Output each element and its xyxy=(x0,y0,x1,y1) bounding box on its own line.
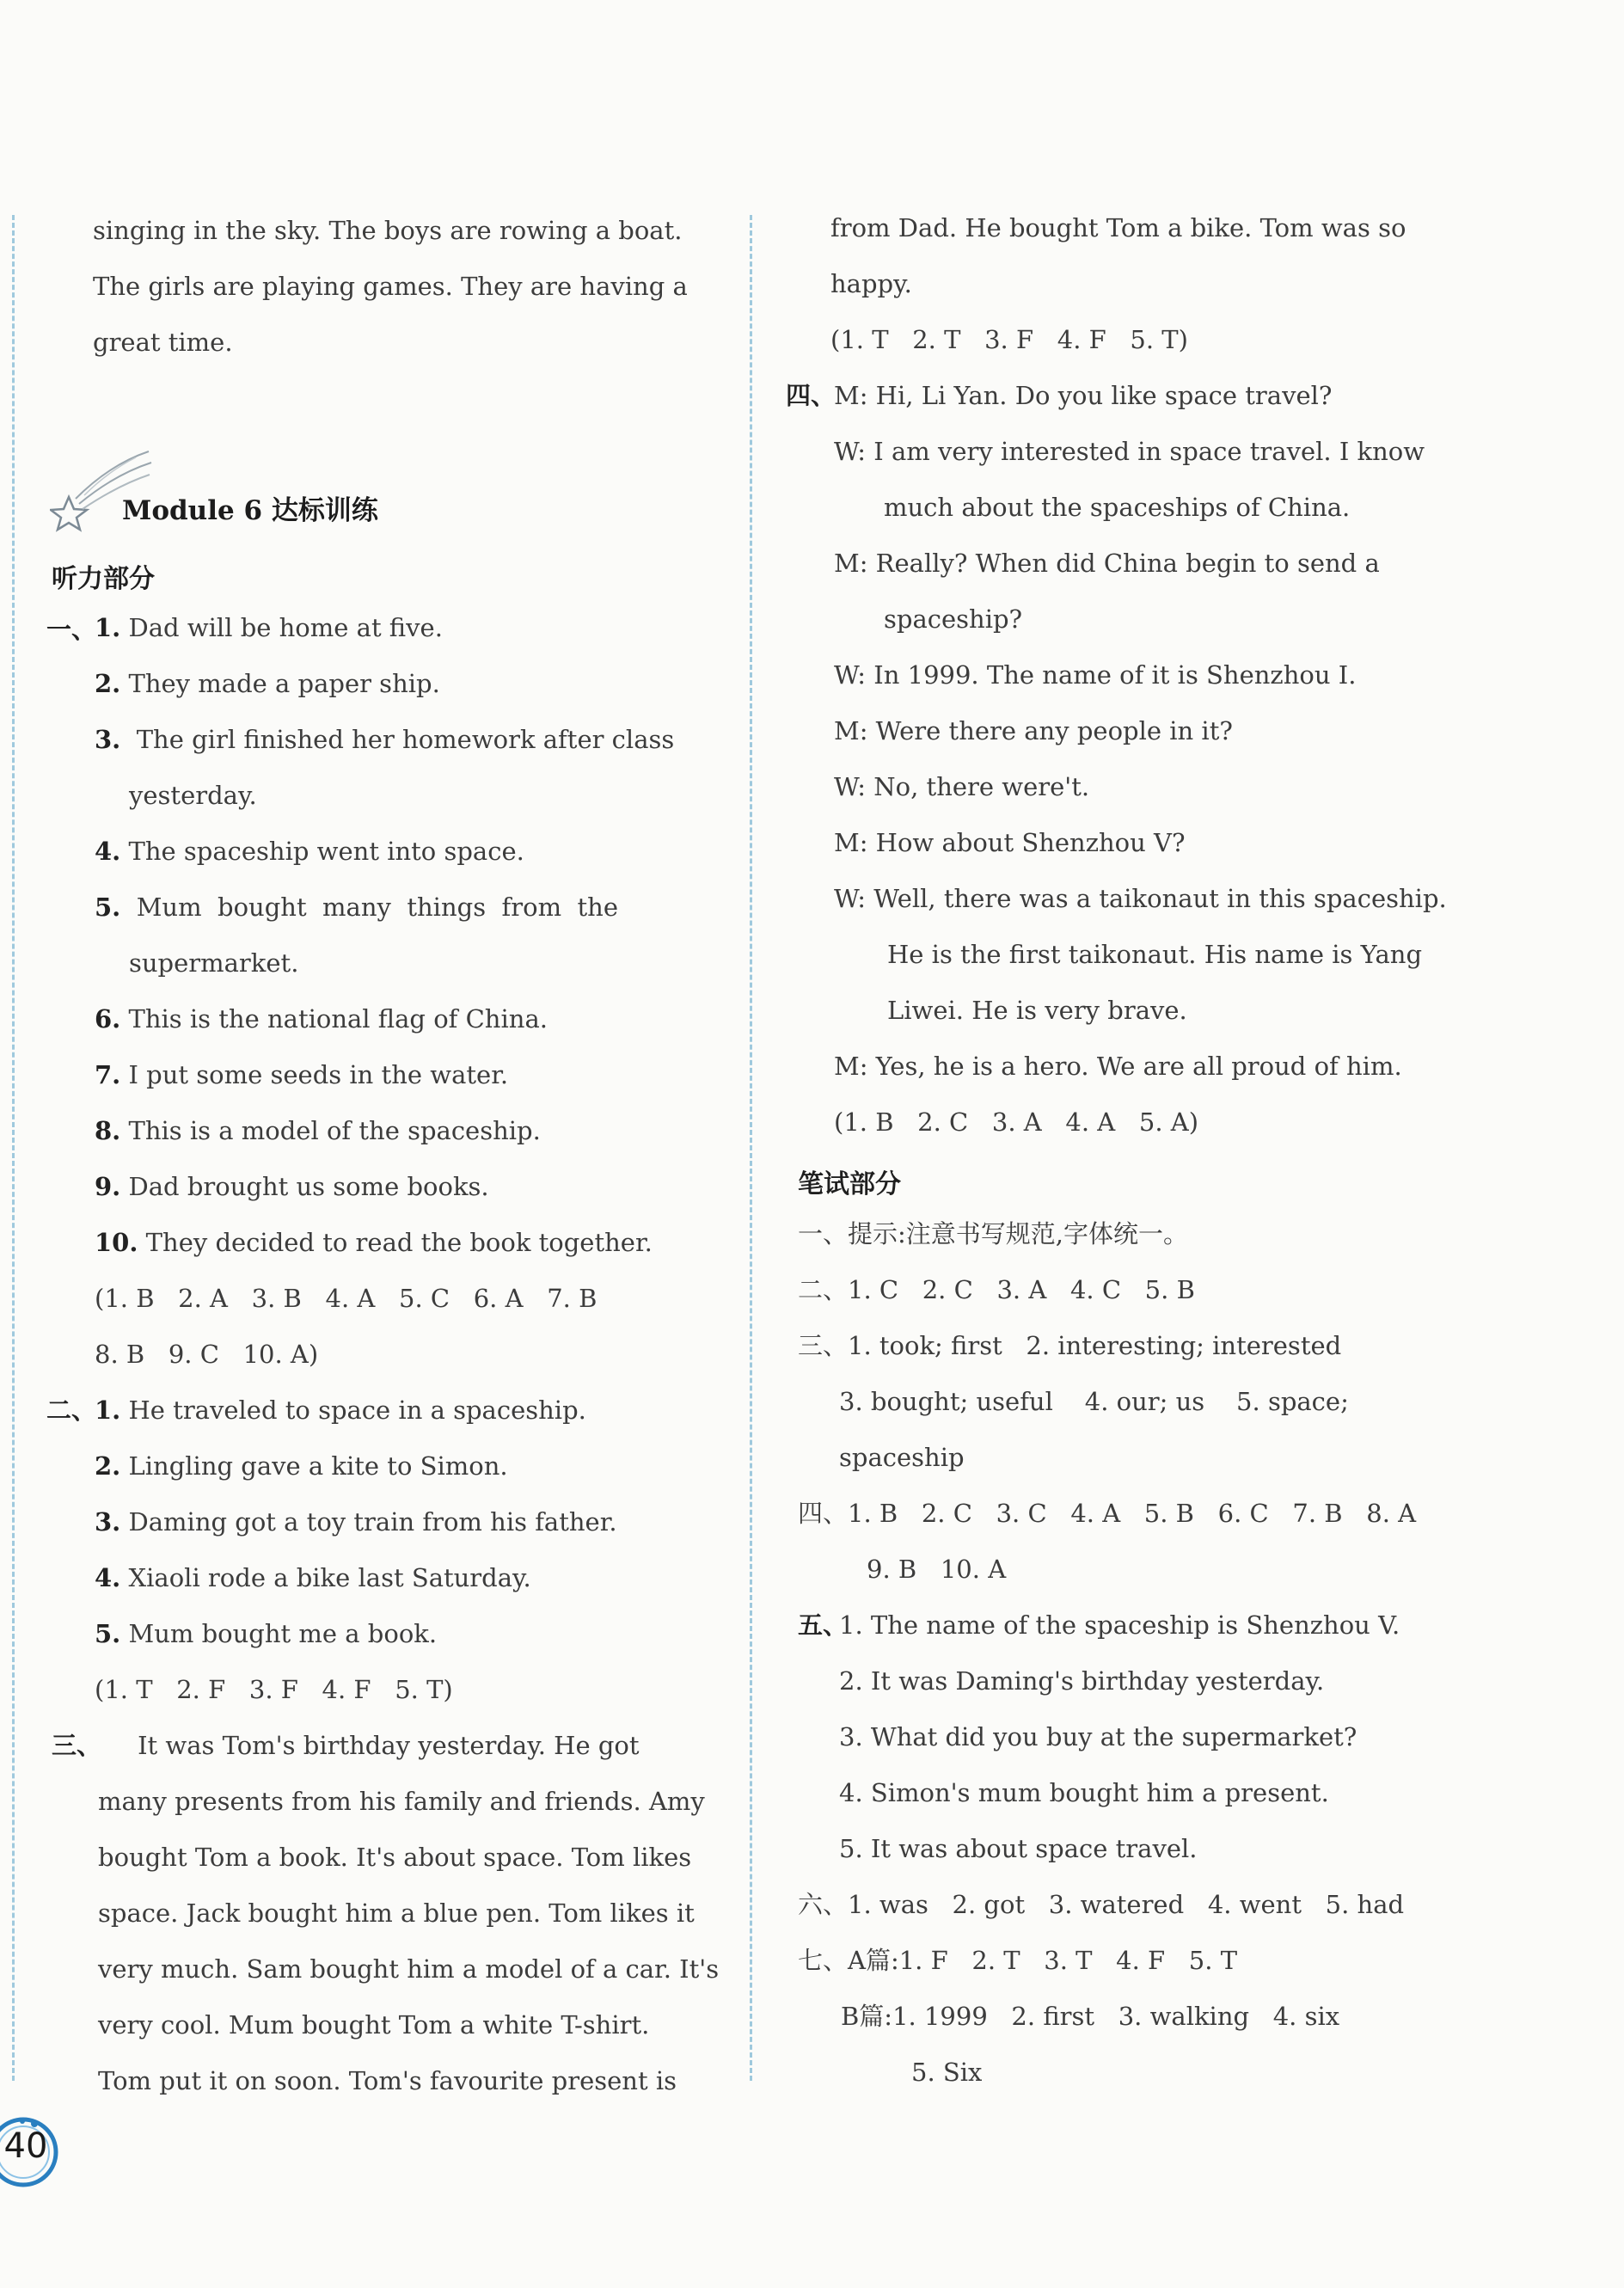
dialogue-line: M: Really? When did China begin to send a xyxy=(834,549,1380,578)
written-item: 二、1. C 2. C 3. A 4. C 5. B xyxy=(798,1275,1195,1304)
written-item: 3. bought; useful 4. our; us 5. space; xyxy=(839,1387,1349,1416)
left-dashed-border xyxy=(12,215,15,2081)
part-marker: 三、 xyxy=(52,1731,102,1760)
written-item: 9. B 10. A xyxy=(867,1555,1007,1584)
written-item: 5. It was about space travel. xyxy=(839,1834,1198,1863)
answers-line: (1. T 2. T 3. F 4. F 5. T) xyxy=(830,325,1188,354)
list-item: 8. This is a model of the spaceship. xyxy=(95,1116,541,1145)
list-item: 1. Dad will be home at five. xyxy=(95,613,443,642)
list-item: 3. Daming got a toy train from his father. xyxy=(95,1507,617,1537)
intro-line: The girls are playing games. They are having a xyxy=(93,272,688,301)
list-item: 6. This is the national flag of China. xyxy=(95,1004,548,1034)
dialogue-line: spaceship? xyxy=(884,604,1023,634)
passage-line: bought Tom a book. It's about space. Tom likes xyxy=(98,1843,692,1872)
answers-line: (1. T 2. F 3. F 4. F 5. T) xyxy=(95,1675,453,1704)
list-item: 5. Mum bought me a book. xyxy=(95,1619,438,1648)
list-item: 1. He traveled to space in a spaceship. xyxy=(95,1395,586,1425)
written-item: 四、1. B 2. C 3. C 4. A 5. B 6. C 7. B 8. A xyxy=(798,1499,1417,1528)
written-item: spaceship xyxy=(839,1443,965,1472)
written-item: 三、1. took; first 2. interesting; interested xyxy=(798,1331,1342,1360)
part-marker: 二、 xyxy=(46,1395,97,1425)
dialogue-line: W: No, there were't. xyxy=(834,772,1090,801)
list-item: 4. Xiaoli rode a bike last Saturday. xyxy=(95,1563,531,1592)
part-marker: 五、 xyxy=(798,1610,849,1640)
dialogue-line: M: Hi, Li Yan. Do you like space travel? xyxy=(834,381,1333,410)
part-marker: 四、 xyxy=(786,381,837,410)
passage-line: happy. xyxy=(830,269,912,298)
intro-line: singing in the sky. The boys are rowing a boat. xyxy=(93,216,683,245)
list-item: 5. Mum bought many things from the xyxy=(95,893,618,922)
module-title: Module 6 达标训练 xyxy=(122,495,378,526)
written-item: 七、A篇:1. F 2. T 3. T 4. F 5. T xyxy=(798,1946,1238,1975)
answers-line: (1. B 2. A 3. B 4. A 5. C 6. A 7. B xyxy=(95,1284,598,1313)
list-item: 2. They made a paper ship. xyxy=(95,669,440,698)
list-item: 7. I put some seeds in the water. xyxy=(95,1060,509,1089)
dialogue-line: M: Were there any people in it? xyxy=(834,716,1233,745)
passage-line: Tom put it on soon. Tom's favourite present is xyxy=(98,2066,677,2095)
list-item: 3. The girl finished her homework after class xyxy=(95,725,675,754)
dialogue-line: W: I am very interested in space travel. I know xyxy=(834,437,1425,466)
dialogue-line: M: How about Shenzhou V? xyxy=(834,828,1186,857)
written-item: 4. Simon's mum bought him a present. xyxy=(839,1778,1329,1807)
dialogue-line: M: Yes, he is a hero. We are all proud of him. xyxy=(834,1052,1402,1081)
written-item: 一、提示:注意书写规范,字体统一。 xyxy=(798,1219,1188,1248)
list-item: supermarket. xyxy=(129,948,299,978)
part-marker: 一、 xyxy=(46,615,97,644)
passage-line: many presents from his family and friends. Amy xyxy=(98,1787,705,1816)
dialogue-line: much about the spaceships of China. xyxy=(884,493,1351,522)
written-item: B篇:1. 1999 2. first 3. walking 4. six xyxy=(841,2002,1340,2031)
column-divider xyxy=(750,215,752,2081)
page-number: 40 xyxy=(3,2126,48,2166)
list-item: yesterday. xyxy=(129,781,257,810)
passage-line: from Dad. He bought Tom a bike. Tom was so xyxy=(830,213,1406,242)
listening-heading: 听力部分 xyxy=(52,564,155,594)
list-item: 2. Lingling gave a kite to Simon. xyxy=(95,1451,508,1481)
list-item: 9. Dad brought us some books. xyxy=(95,1172,489,1201)
written-item: 1. The name of the spaceship is Shenzhou V. xyxy=(839,1610,1400,1640)
written-item: 5. Six xyxy=(911,2058,983,2087)
passage-line: very cool. Mum bought Tom a white T-shirt. xyxy=(98,2010,650,2040)
dialogue-line: Liwei. He is very brave. xyxy=(887,996,1187,1025)
intro-line: great time. xyxy=(93,328,233,357)
answers-line: 8. B 9. C 10. A) xyxy=(95,1340,319,1369)
written-item: 3. What did you buy at the supermarket? xyxy=(839,1722,1357,1751)
passage-line: space. Jack bought him a blue pen. Tom likes it xyxy=(98,1898,695,1928)
written-item: 六、1. was 2. got 3. watered 4. went 5. had xyxy=(798,1890,1405,1919)
dialogue-line: He is the first taikonaut. His name is Yang xyxy=(887,940,1423,969)
list-item: 10. They decided to read the book together. xyxy=(95,1228,653,1257)
written-heading: 笔试部分 xyxy=(798,1169,901,1199)
written-item: 2. It was Daming's birthday yesterday. xyxy=(839,1666,1325,1696)
passage-line: It was Tom's birthday yesterday. He got xyxy=(98,1731,640,1760)
list-item: 4. The spaceship went into space. xyxy=(95,837,524,866)
dialogue-line: W: Well, there was a taikonaut in this spaceship. xyxy=(834,884,1447,913)
dialogue-line: W: In 1999. The name of it is Shenzhou I. xyxy=(834,660,1357,690)
passage-line: very much. Sam bought him a model of a car. It's xyxy=(98,1954,720,1984)
answers-line: (1. B 2. C 3. A 4. A 5. A) xyxy=(834,1107,1199,1137)
